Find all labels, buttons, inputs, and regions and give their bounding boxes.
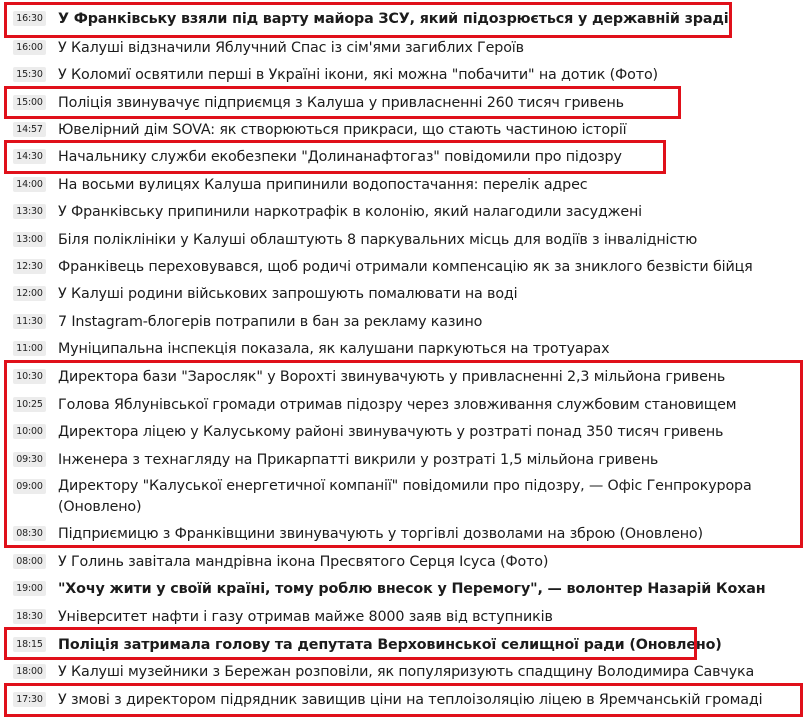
news-item[interactable] (10, 476, 804, 518)
news-title-link[interactable]: Франківець переховувався, щоб родичі отримали компенсацію як за зниклого безвісти бійця (58, 259, 753, 275)
news-item[interactable] (10, 551, 804, 573)
news-time: 08:00 (13, 554, 46, 569)
news-item[interactable] (10, 119, 804, 141)
news-time: 18:15 (13, 637, 46, 652)
news-item[interactable] (10, 146, 804, 168)
news-title-link[interactable]: Університет нафти і газу отримав майже 8000 заяв від вступників (58, 609, 553, 625)
news-item[interactable] (10, 311, 804, 333)
news-time: 14:30 (13, 149, 46, 164)
news-title-link[interactable]: Директору "Калуської енергетичної компанії" повідомили про підозру, — Офіс Генпрокурора (Оновлено) (58, 478, 752, 515)
news-item[interactable] (10, 661, 804, 683)
news-title-link[interactable]: Голова Яблунівської громади отримав підозру через зловживання службовим становищем (58, 397, 737, 413)
news-item[interactable] (10, 229, 804, 251)
news-time: 09:00 (13, 479, 46, 494)
news-item[interactable] (10, 37, 804, 59)
news-title-link[interactable]: Поліція звинувачує підприємця з Калуша у привласненні 260 тисяч гривень (58, 95, 624, 111)
news-time: 09:30 (13, 452, 46, 467)
news-title-link[interactable]: Директора бази "Заросляк" у Ворохті звинувачують у привласненні 2,3 мільйона гривень (58, 369, 726, 385)
news-item[interactable] (10, 283, 804, 305)
news-title-link[interactable]: У Франківську взяли під варту майора ЗСУ, який підозрюється у державній зраді (58, 11, 729, 27)
news-title-link[interactable]: Інженера з технагляду на Прикарпатті викрили у розтраті 1,5 мільйона гривень (58, 452, 659, 468)
news-item[interactable] (10, 394, 804, 416)
news-time: 16:00 (13, 40, 46, 55)
news-time: 10:30 (13, 369, 46, 384)
news-title-link[interactable]: "Хочу жити у своїй країні, тому роблю внесок у Перемогу", — волонтер Назарій Кохан (58, 581, 766, 597)
news-time: 10:00 (13, 424, 46, 439)
news-time: 14:00 (13, 177, 46, 192)
news-time: 12:30 (13, 259, 46, 274)
news-time: 17:30 (13, 692, 46, 707)
news-item[interactable] (10, 366, 804, 388)
news-title-link[interactable]: 7 Instagram-блогерів потрапили в бан за рекламу казино (58, 314, 483, 330)
news-time: 18:00 (13, 664, 46, 679)
news-item[interactable] (10, 64, 804, 86)
news-title-link[interactable]: У Калуші родини військових запрошують помалювати на воді (58, 286, 518, 302)
news-time: 14:57 (13, 122, 46, 137)
news-item[interactable] (10, 8, 804, 30)
news-title-link[interactable]: У Калуші музейники з Бережан розповіли, як популяризують спадщину Володимира Савчука (58, 664, 755, 680)
news-item[interactable] (10, 523, 804, 545)
news-time: 15:00 (13, 95, 46, 110)
news-title-link[interactable]: Начальнику служби екобезпеки "Долинанафтогаз" повідомили про підозру (58, 149, 622, 165)
news-title-link[interactable]: На восьми вулицях Калуша припинили водопостачання: перелік адрес (58, 177, 588, 193)
news-item[interactable] (10, 174, 804, 196)
news-item[interactable] (10, 449, 804, 471)
news-item[interactable] (10, 578, 804, 600)
news-time: 10:25 (13, 397, 46, 412)
news-time: 11:30 (13, 314, 46, 329)
news-item[interactable] (10, 634, 804, 656)
news-item[interactable] (10, 201, 804, 223)
news-item[interactable] (10, 689, 804, 711)
news-title-link[interactable]: Поліція затримала голову та депутата Верховинської селищної ради (Оновлено) (58, 637, 722, 653)
news-time: 13:30 (13, 204, 46, 219)
news-title-link[interactable]: Біля поліклініки у Калуші облаштують 8 паркувальних місць для водіїв з інвалідністю (58, 232, 698, 248)
news-item[interactable] (10, 256, 804, 278)
news-title-link[interactable]: Муніципальна інспекція показала, як калушани паркуються на тротуарах (58, 341, 610, 357)
news-time: 16:30 (13, 11, 46, 26)
news-time: 15:30 (13, 67, 46, 82)
news-time: 08:30 (13, 526, 46, 541)
news-title-link[interactable]: Підприємицю з Франківщини звинувачують у торгівлі дозволами на зброю (Оновлено) (58, 526, 703, 542)
news-title-link[interactable]: Директора ліцею у Калуському районі звинувачують у розтраті понад 350 тисяч гривень (58, 424, 724, 440)
news-title-link[interactable]: У Франківську припинили наркотрафік в колонію, який налагодили засуджені (58, 204, 643, 220)
news-time: 13:00 (13, 232, 46, 247)
news-time: 12:00 (13, 286, 46, 301)
news-item[interactable] (10, 606, 804, 628)
news-time: 18:30 (13, 609, 46, 624)
news-title-link[interactable]: У змові з директором підрядник завищив ціни на теплоізоляцію ліцею в Яремчанській громаді (58, 692, 763, 708)
news-time: 19:00 (13, 581, 46, 596)
news-item[interactable] (10, 92, 804, 114)
news-title-link[interactable]: У Калуші відзначили Яблучний Спас із сім'ями загиблих Героїв (58, 40, 524, 56)
news-item[interactable] (10, 338, 804, 360)
news-time: 11:00 (13, 341, 46, 356)
news-title-link[interactable]: У Голинь завітала мандрівна ікона Пресвятого Серця Ісуса (Фото) (58, 554, 549, 570)
news-title-link[interactable]: Ювелірний дім SOVA: як створюються прикраси, що стають частиною історії (58, 122, 627, 138)
news-title-link[interactable]: У Коломиї освятили перші в Україні ікони, які можна "побачити" на дотик (Фото) (58, 67, 658, 83)
news-item[interactable] (10, 421, 804, 443)
